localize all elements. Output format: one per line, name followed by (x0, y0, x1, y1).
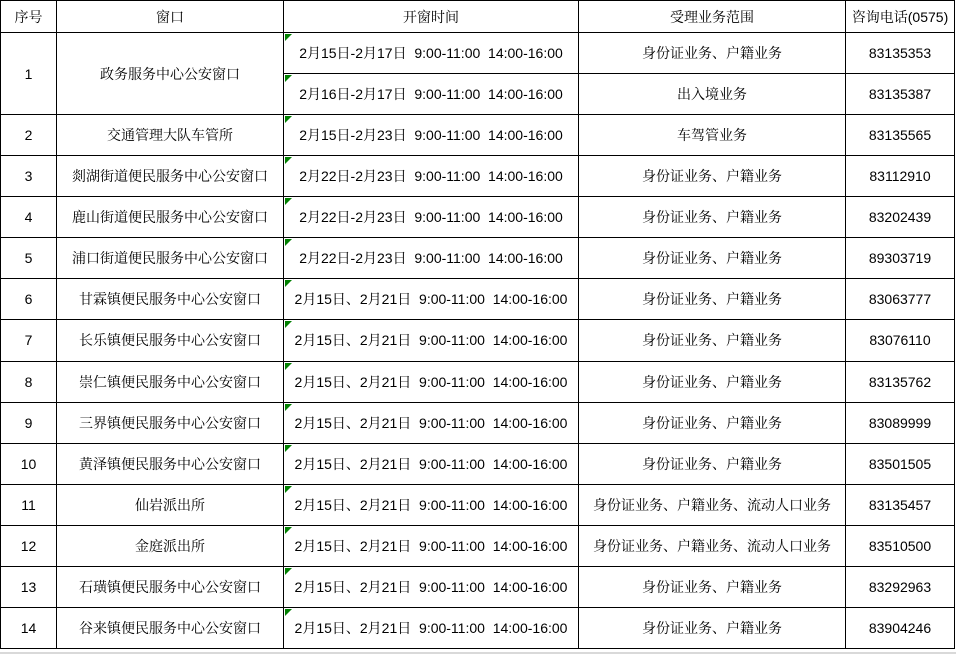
seq-no-cell: 2 (1, 115, 57, 156)
window-name-cell: 石璜镇便民服务中心公安窗口 (57, 566, 284, 607)
seq-no-cell: 10 (1, 443, 57, 484)
window-name-cell: 政务服务中心公安窗口 (57, 33, 284, 115)
seq-no-cell: 9 (1, 402, 57, 443)
window-name-cell: 三界镇便民服务中心公安窗口 (57, 402, 284, 443)
phone-number-cell: 83202439 (846, 197, 955, 238)
business-scope-cell: 车驾管业务 (579, 115, 846, 156)
header-seq-no: 序号 (1, 1, 57, 33)
cell-corner-marker-icon (285, 568, 292, 575)
table-row (1, 33, 955, 74)
window-name-cell: 浦口街道便民服务中心公安窗口 (57, 238, 284, 279)
window-name-cell: 交通管理大队车管所 (57, 115, 284, 156)
cell-corner-marker-icon (285, 198, 292, 205)
business-scope-cell: 身份证业务、户籍业务 (579, 566, 846, 607)
cell-corner-marker-icon (285, 321, 292, 328)
open-time-cell: 2月22日-2月23日 9:00-11:00 14:00-16:00 (284, 197, 579, 238)
open-time-cell: 2月15日、2月21日 9:00-11:00 14:00-16:00 (284, 525, 579, 566)
table-row (1, 361, 955, 402)
table-row (1, 238, 955, 279)
window-name-cell: 甘霖镇便民服务中心公安窗口 (57, 279, 284, 320)
table-row (1, 197, 955, 238)
open-time-cell: 2月16日-2月17日 9:00-11:00 14:00-16:00 (284, 74, 579, 115)
table-row (1, 156, 955, 197)
cell-corner-marker-icon (285, 116, 292, 123)
seq-no-cell: 3 (1, 156, 57, 197)
window-name-cell: 崇仁镇便民服务中心公安窗口 (57, 361, 284, 402)
business-scope-cell: 身份证业务、户籍业务 (579, 279, 846, 320)
business-scope-cell: 身份证业务、户籍业务 (579, 402, 846, 443)
window-name-cell: 仙岩派出所 (57, 484, 284, 525)
open-time-cell: 2月15日、2月21日 9:00-11:00 14:00-16:00 (284, 279, 579, 320)
open-time-cell: 2月15日、2月21日 9:00-11:00 14:00-16:00 (284, 361, 579, 402)
cell-corner-marker-icon (285, 34, 292, 41)
table-row (1, 525, 955, 566)
seq-no-cell: 12 (1, 525, 57, 566)
table-row (1, 115, 955, 156)
header-open-time: 开窗时间 (284, 1, 579, 33)
phone-number-cell: 83076110 (846, 320, 955, 361)
open-time-cell: 2月22日-2月23日 9:00-11:00 14:00-16:00 (284, 156, 579, 197)
table-row (1, 484, 955, 525)
table-row (1, 402, 955, 443)
phone-number-cell: 83063777 (846, 279, 955, 320)
open-time-cell: 2月15日、2月21日 9:00-11:00 14:00-16:00 (284, 443, 579, 484)
phone-number-cell: 83135353 (846, 33, 955, 74)
business-scope-cell: 身份证业务、户籍业务 (579, 197, 846, 238)
seq-no-cell: 7 (1, 320, 57, 361)
business-scope-cell: 身份证业务、户籍业务 (579, 320, 846, 361)
open-time-cell: 2月15日、2月21日 9:00-11:00 14:00-16:00 (284, 402, 579, 443)
window-name-cell: 谷来镇便民服务中心公安窗口 (57, 607, 284, 648)
phone-number-cell: 83089999 (846, 402, 955, 443)
phone-number-cell: 83292963 (846, 566, 955, 607)
window-name-cell: 长乐镇便民服务中心公安窗口 (57, 320, 284, 361)
seq-no-cell: 14 (1, 607, 57, 648)
business-scope-cell: 身份证业务、户籍业务 (579, 443, 846, 484)
seq-no-cell: 13 (1, 566, 57, 607)
cell-corner-marker-icon (285, 363, 292, 370)
business-scope-cell: 出入境业务 (579, 74, 846, 115)
table-row (1, 279, 955, 320)
business-scope-cell: 身份证业务、户籍业务 (579, 156, 846, 197)
business-scope-cell: 身份证业务、户籍业务 (579, 361, 846, 402)
cell-corner-marker-icon (285, 445, 292, 452)
table-row (1, 443, 955, 484)
open-time-cell: 2月22日-2月23日 9:00-11:00 14:00-16:00 (284, 238, 579, 279)
phone-number-cell: 83135565 (846, 115, 955, 156)
table-header (1, 1, 955, 33)
open-time-cell: 2月15日-2月17日 9:00-11:00 14:00-16:00 (284, 33, 579, 74)
header-business-scope: 受理业务范围 (579, 1, 846, 33)
seq-no-cell: 1 (1, 33, 57, 115)
table-row (1, 320, 955, 361)
phone-number-cell: 89303719 (846, 238, 955, 279)
header-row (1, 1, 955, 33)
phone-number-cell: 83510500 (846, 525, 955, 566)
cell-corner-marker-icon (285, 609, 292, 616)
phone-number-cell: 83112910 (846, 156, 955, 197)
phone-number-cell: 83135387 (846, 74, 955, 115)
phone-number-cell: 83904246 (846, 607, 955, 648)
phone-number-cell: 83501505 (846, 443, 955, 484)
cell-corner-marker-icon (285, 239, 292, 246)
business-scope-cell: 身份证业务、户籍业务 (579, 33, 846, 74)
table-body (1, 33, 955, 649)
window-name-cell: 金庭派出所 (57, 525, 284, 566)
open-time-cell: 2月15日、2月21日 9:00-11:00 14:00-16:00 (284, 566, 579, 607)
seq-no-cell: 8 (1, 361, 57, 402)
phone-number-cell: 83135457 (846, 484, 955, 525)
open-time-cell: 2月15日-2月23日 9:00-11:00 14:00-16:00 (284, 115, 579, 156)
phone-number-cell: 83135762 (846, 361, 955, 402)
open-time-cell: 2月15日、2月21日 9:00-11:00 14:00-16:00 (284, 320, 579, 361)
seq-no-cell: 11 (1, 484, 57, 525)
cell-corner-marker-icon (285, 280, 292, 287)
seq-no-cell: 5 (1, 238, 57, 279)
window-name-cell: 剡湖街道便民服务中心公安窗口 (57, 156, 284, 197)
cell-corner-marker-icon (285, 486, 292, 493)
business-scope-cell: 身份证业务、户籍业务、流动人口业务 (579, 525, 846, 566)
seq-no-cell: 4 (1, 197, 57, 238)
business-scope-cell: 身份证业务、户籍业务 (579, 238, 846, 279)
header-window: 窗口 (57, 1, 284, 33)
cell-corner-marker-icon (285, 404, 292, 411)
cell-corner-marker-icon (285, 527, 292, 534)
header-phone: 咨询电话(0575) (846, 1, 955, 33)
business-scope-cell: 身份证业务、户籍业务、流动人口业务 (579, 484, 846, 525)
table-row (1, 607, 955, 648)
business-scope-cell: 身份证业务、户籍业务 (579, 607, 846, 648)
window-name-cell: 黄泽镇便民服务中心公安窗口 (57, 443, 284, 484)
open-time-cell: 2月15日、2月21日 9:00-11:00 14:00-16:00 (284, 484, 579, 525)
seq-no-cell: 6 (1, 279, 57, 320)
table-row (1, 566, 955, 607)
window-name-cell: 鹿山街道便民服务中心公安窗口 (57, 197, 284, 238)
cell-corner-marker-icon (285, 157, 292, 164)
cell-corner-marker-icon (285, 75, 292, 82)
open-time-cell: 2月15日、2月21日 9:00-11:00 14:00-16:00 (284, 607, 579, 648)
